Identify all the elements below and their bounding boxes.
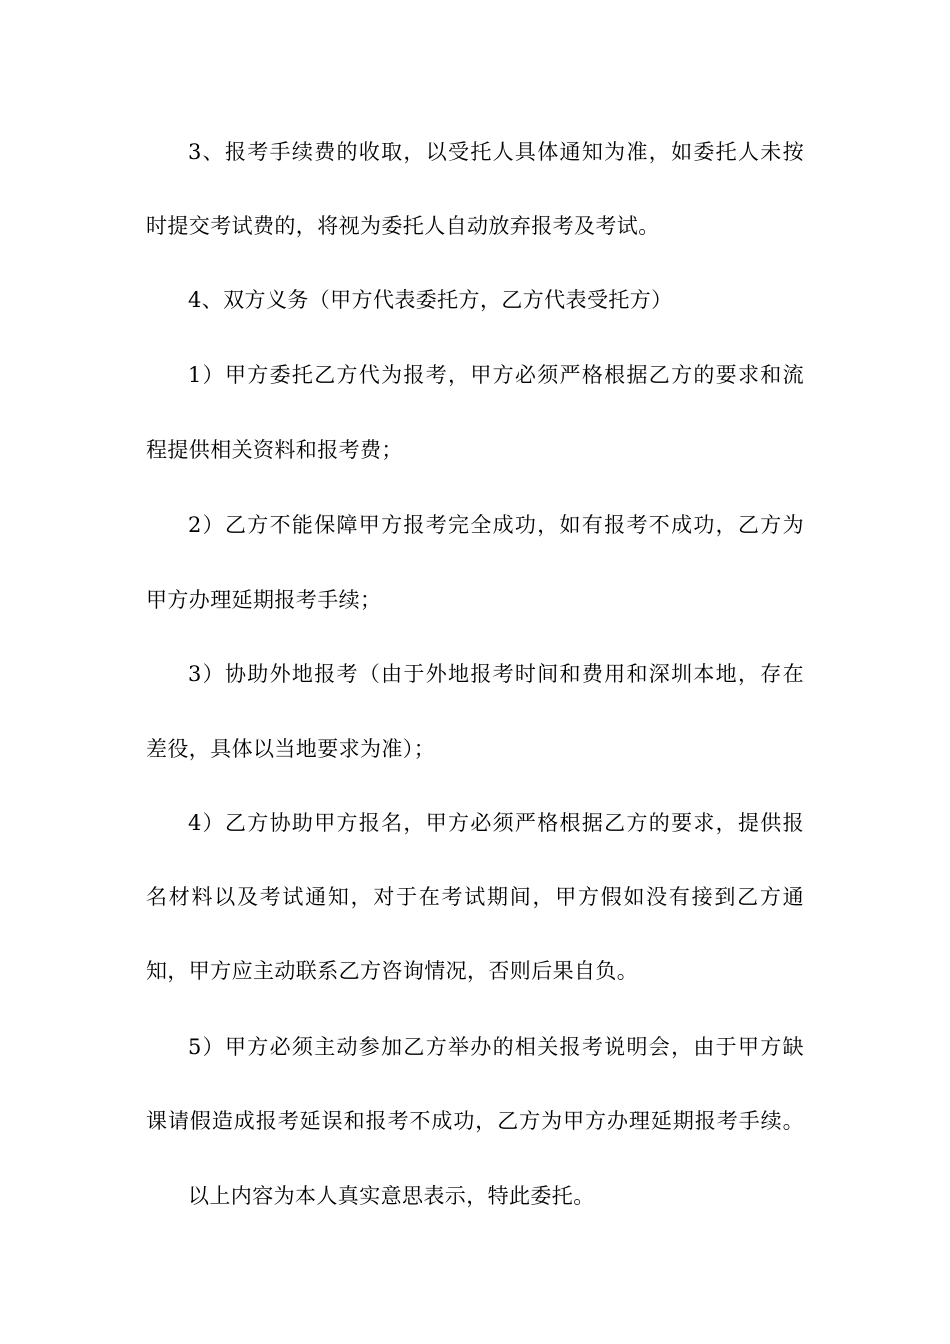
text-line: 甲方办理延期报考手续； — [146, 588, 382, 612]
text-line: 程提供相关资料和报考费； — [146, 438, 403, 462]
text-line: 以上内容为本人真实意思表示，特此委托。 — [188, 1184, 595, 1208]
text-line: 1）甲方委托乙方代为报考，甲方必须严格根据乙方的要求和流 — [188, 363, 804, 387]
text-line: 知，甲方应主动联系乙方咨询情况，否则后果自负。 — [146, 959, 639, 983]
text-line: 3）协助外地报考（由于外地报考时间和费用和深圳本地，存在 — [188, 662, 804, 686]
text-line: 4、双方义务（甲方代表委托方，乙方代表受托方） — [188, 288, 673, 312]
text-line: 名材料以及考试通知，对于在考试期间，甲方假如没有接到乙方通 — [146, 885, 804, 909]
text-line: 课请假造成报考延误和报考不成功，乙方为甲方办理延期报考手续。 — [146, 1109, 804, 1133]
text-line: 差役，具体以当地要求为准）； — [146, 737, 436, 761]
text-line: 5）甲方必须主动参加乙方举办的相关报考说明会，由于甲方缺 — [188, 1035, 804, 1059]
text-line: 时提交考试费的，将视为委托人自动放弃报考及考试。 — [146, 214, 660, 238]
text-line: 3、报考手续费的收取，以受托人具体通知为准，如委托人未按 — [188, 140, 804, 164]
text-line: 2）乙方不能保障甲方报考完全成功，如有报考不成功，乙方为 — [188, 513, 804, 537]
text-line: 4）乙方协助甲方报名，甲方必须严格根据乙方的要求，提供报 — [188, 811, 804, 835]
